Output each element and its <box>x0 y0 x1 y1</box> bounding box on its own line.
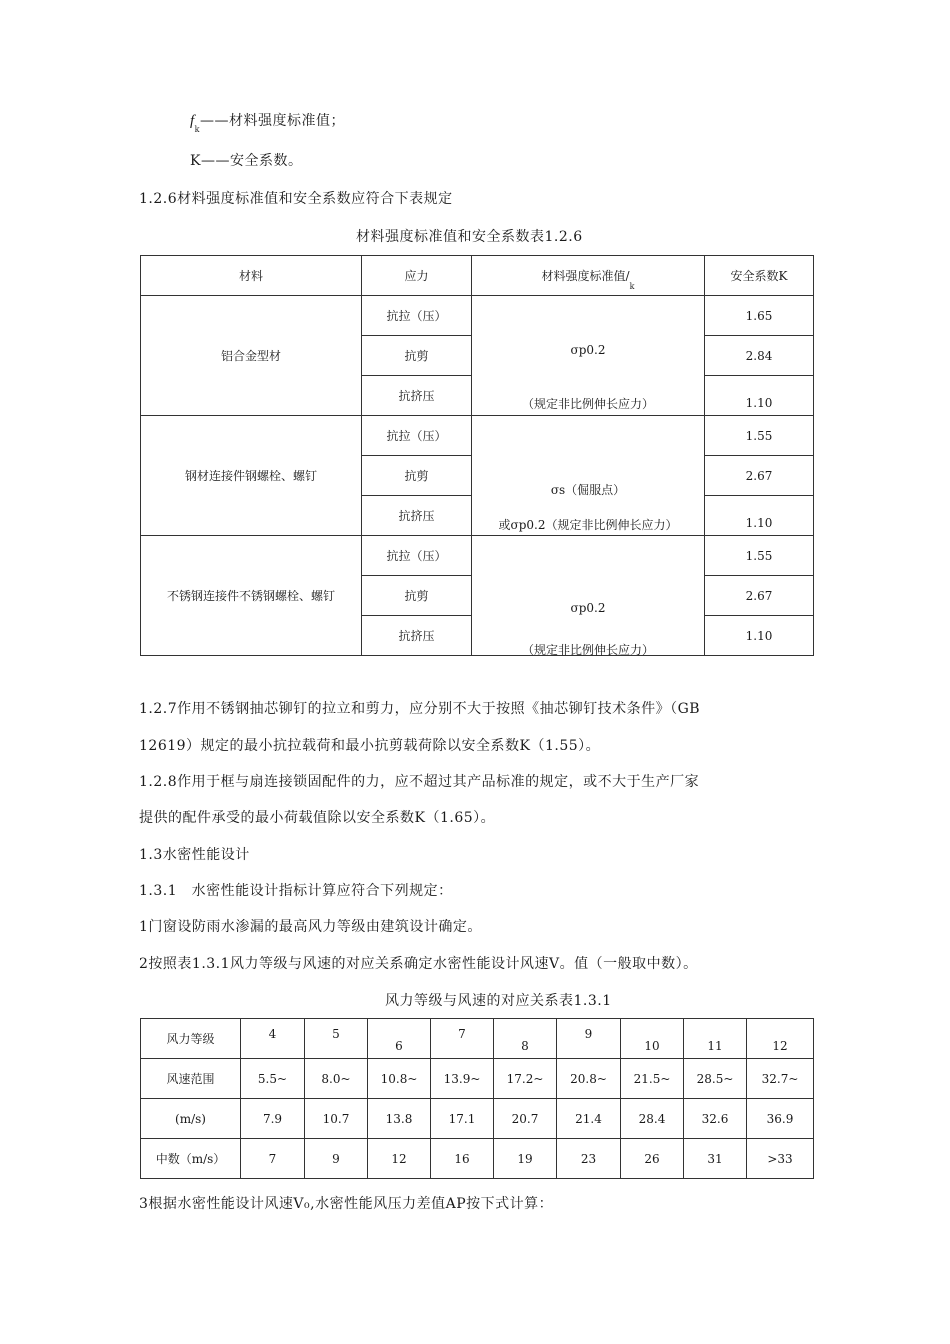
k-cell <box>705 496 814 536</box>
fk-symbol: f <box>190 113 195 129</box>
strength-line1: σp0.2 <box>570 342 606 357</box>
fk-definition-text: ——材料强度标准值； <box>200 113 346 129</box>
level-cell <box>621 1019 684 1059</box>
level-value: 4 <box>268 1026 277 1041</box>
header-strength <box>472 256 705 296</box>
level-value: 5 <box>332 1026 340 1041</box>
level-cell <box>241 1019 305 1059</box>
level-value: 11 <box>707 1038 723 1053</box>
section-1-2-8-line2: 提供的配件承受的最小荷载值除以安全系数K（1.65）。 <box>139 810 496 826</box>
header-stress: 应力 <box>362 256 472 296</box>
k-definition: K——安全系数。 <box>190 153 303 169</box>
strength-cell <box>472 296 705 416</box>
range-high-cell: 20.7 <box>494 1099 557 1139</box>
range-low-cell: 17.2~ <box>494 1059 557 1099</box>
fk-subscript: k <box>194 125 201 134</box>
mid-cell: 7 <box>241 1139 305 1179</box>
k-cell: 1.10 <box>705 616 814 656</box>
range-high-cell: 13.8 <box>368 1099 431 1139</box>
k-cell: 2.84 <box>705 336 814 376</box>
range-high-cell: 7.9 <box>241 1099 305 1139</box>
strength-cell <box>472 416 705 536</box>
stress-cell: 抗挤压 <box>362 376 472 416</box>
header-strength-label: 材料强度标准值/ <box>541 269 630 283</box>
header-material: 材料 <box>141 256 362 296</box>
level-cell <box>747 1019 814 1059</box>
strength-line2: 或σp0.2（规定非比例伸长应力） <box>498 517 678 532</box>
stress-cell: 抗剪 <box>362 576 472 616</box>
strength-line1: σs（倔服点） <box>550 482 626 497</box>
section-1-3: 1.3水密性能设计 <box>139 847 250 863</box>
k-cell: 1.55 <box>705 416 814 456</box>
k-cell: 2.67 <box>705 456 814 496</box>
table2-caption: 风力等级与风速的对应关系表1.3.1 <box>385 993 612 1009</box>
mid-cell: 31 <box>684 1139 747 1179</box>
section-1-2-6: 1.2.6材料强度标准值和安全系数应符合下表规定 <box>139 191 453 207</box>
range-high-cell: 10.7 <box>305 1099 368 1139</box>
fk-definition <box>190 110 346 134</box>
section-1-2-8-line1: 1.2.8作用于框与扇连接锁固配件的力，应不超过其产品标准的规定，或不大于生产厂家 <box>139 774 700 790</box>
strength-line1: σp0.2 <box>570 600 606 615</box>
k-value: 1.10 <box>745 515 773 530</box>
k-cell <box>705 376 814 416</box>
range-unit-label: (m/s) <box>141 1099 241 1139</box>
level-cell <box>431 1019 494 1059</box>
level-cell <box>557 1019 621 1059</box>
stress-cell: 抗挤压 <box>362 616 472 656</box>
level-cell <box>684 1019 747 1059</box>
item-1: 1门窗设防雨水渗漏的最高风力等级由建筑设计确定。 <box>139 919 482 935</box>
strength-cell <box>472 536 705 656</box>
stress-cell: 抗剪 <box>362 456 472 496</box>
mid-cell: 12 <box>368 1139 431 1179</box>
range-high-cell: 32.6 <box>684 1099 747 1139</box>
item-3: 3根据水密性能设计风速V₀,水密性能风压力差值AP按下式计算： <box>139 1196 554 1212</box>
mid-cell: 19 <box>494 1139 557 1179</box>
table-row <box>141 296 814 336</box>
mid-cell: >33 <box>747 1139 814 1179</box>
mid-cell: 26 <box>621 1139 684 1179</box>
range-low-cell: 13.9~ <box>431 1059 494 1099</box>
section-1-2-7-line1: 1.2.7作用不锈钢抽芯铆钉的拉立和剪力，应分别不大于按照《抽芯铆钉技术条件》（GB <box>139 701 701 717</box>
stress-cell: 抗拉（压） <box>362 416 472 456</box>
k-cell: 1.55 <box>705 536 814 576</box>
range-low-cell: 21.5~ <box>621 1059 684 1099</box>
level-value: 12 <box>772 1038 788 1053</box>
k-cell: 1.65 <box>705 296 814 336</box>
stress-cell: 抗挤压 <box>362 496 472 536</box>
range-high-cell: 17.1 <box>431 1099 494 1139</box>
range-low-cell: 8.0~ <box>305 1059 368 1099</box>
level-value: 10 <box>644 1038 660 1053</box>
level-cell <box>368 1019 431 1059</box>
stress-cell: 抗拉（压） <box>362 536 472 576</box>
table-row <box>141 536 814 576</box>
table1-caption: 材料强度标准值和安全系数表1.2.6 <box>356 229 583 245</box>
level-value: 8 <box>521 1038 529 1053</box>
range-high-row <box>141 1099 814 1139</box>
header-k: 安全系数K <box>705 256 814 296</box>
range-low-cell: 5.5~ <box>241 1059 305 1099</box>
wind-level-table <box>140 1018 814 1179</box>
range-low-cell: 28.5~ <box>684 1059 747 1099</box>
table-header-row <box>141 256 814 296</box>
material-cell: 不锈钢连接件不锈钢螺栓、螺钉 <box>141 536 362 656</box>
level-value: 9 <box>584 1026 593 1041</box>
mid-row <box>141 1139 814 1179</box>
mid-cell: 16 <box>431 1139 494 1179</box>
k-value: 1.10 <box>745 395 773 410</box>
range-low-cell: 10.8~ <box>368 1059 431 1099</box>
material-cell: 钢材连接件钢螺栓、螺钉 <box>141 416 362 536</box>
range-high-cell: 28.4 <box>621 1099 684 1139</box>
mid-cell: 9 <box>305 1139 368 1179</box>
item-2: 2按照表1.3.1风力等级与风速的对应关系确定水密性能设计风速V。值（一般取中数）。 <box>139 956 698 972</box>
mid-label: 中数（m/s） <box>141 1139 241 1179</box>
level-row <box>141 1019 814 1059</box>
material-strength-table <box>140 255 814 656</box>
level-cell <box>305 1019 368 1059</box>
table-row <box>141 416 814 456</box>
range-low-row <box>141 1059 814 1099</box>
strength-line2: （规定非比例伸长应力） <box>521 642 654 657</box>
level-value: 6 <box>395 1038 403 1053</box>
material-cell: 铝合金型材 <box>141 296 362 416</box>
level-label: 风力等级 <box>141 1019 241 1059</box>
range-low-cell: 32.7~ <box>747 1059 814 1099</box>
level-value: 7 <box>458 1026 466 1041</box>
range-high-cell: 21.4 <box>557 1099 621 1139</box>
level-cell <box>494 1019 557 1059</box>
range-high-cell: 36.9 <box>747 1099 814 1139</box>
range-low-cell: 20.8~ <box>557 1059 621 1099</box>
stress-cell: 抗剪 <box>362 336 472 376</box>
header-strength-subscript: k <box>629 282 635 291</box>
section-1-3-1: 1.3.1 水密性能设计指标计算应符合下列规定： <box>139 883 453 899</box>
range-label: 风速范围 <box>141 1059 241 1099</box>
mid-cell: 23 <box>557 1139 621 1179</box>
stress-cell: 抗拉（压） <box>362 296 472 336</box>
strength-line2: （规定非比例伸长应力） <box>521 396 654 411</box>
k-cell: 2.67 <box>705 576 814 616</box>
section-1-2-7-line2: 12619）规定的最小抗拉载荷和最小抗剪载荷除以安全系数K（1.55）。 <box>139 738 601 754</box>
